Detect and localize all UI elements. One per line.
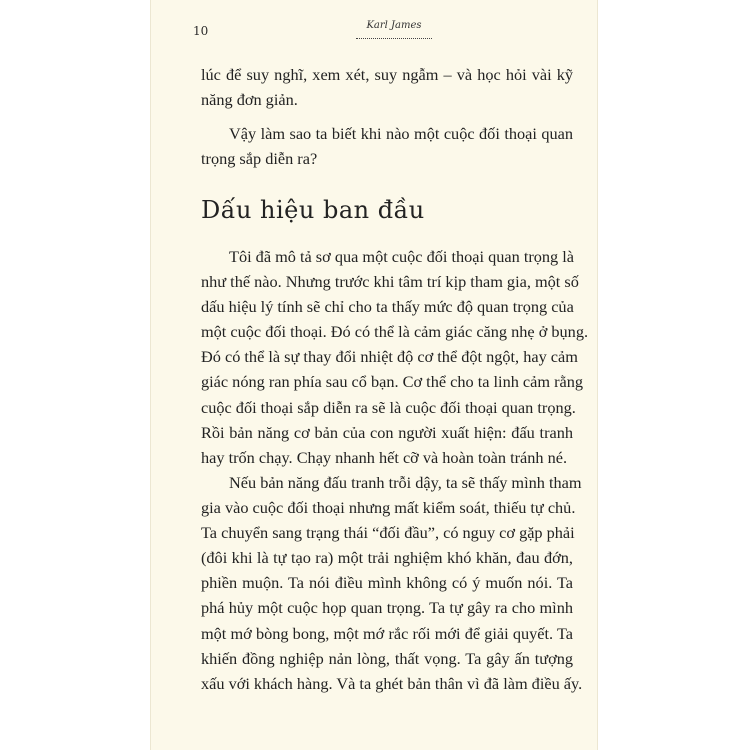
text-line: Đó có thể là sự thay đổi nhiệt độ cơ thể đột ngột, hay cảm xyxy=(201,347,578,367)
text-line: hay trốn chạy. Chạy nhanh hết cỡ và hoàn toàn tránh né. xyxy=(201,447,568,467)
running-head: Karl James xyxy=(366,20,422,31)
text-line: phiền muộn. Ta nói điều mình không có ý muốn nói. Ta xyxy=(201,573,573,593)
running-head-rule xyxy=(356,38,432,39)
text-line: một mớ bòng bong, một mớ rắc rối mới để giải quyết. Ta xyxy=(201,623,573,643)
paragraph-1 xyxy=(201,62,573,112)
text-line: lúc để suy nghĩ, xem xét, suy ngẫm – và học hỏi vài kỹ xyxy=(201,65,573,84)
text-line: Vậy làm sao ta biết khi nào một cuộc đối thoại quan xyxy=(229,124,573,143)
text-line: (đôi khi là tự tạo ra) một trải nghiệm khó khăn, đau đớn, xyxy=(201,548,573,568)
text-line: Tôi đã mô tả sơ qua một cuộc đối thoại quan trọng là xyxy=(229,247,575,266)
text-line: gia vào cuộc đối thoại nhưng mất kiểm soát, thiếu tự chủ. xyxy=(201,498,576,518)
section-heading: Dấu hiệu ban đầu xyxy=(201,196,425,224)
paragraph-3 xyxy=(201,244,589,470)
text-line: một cuộc đối thoại. Đó có thể là cảm giác căng nhẹ ở bụng. xyxy=(201,322,589,342)
text-line: cuộc đối thoại sắp diễn ra sẽ là cuộc đối thoại quan trọng. xyxy=(201,397,576,417)
text-line: Ta chuyển sang trạng thái “đối đầu”, có nguy cơ gặp phải xyxy=(201,523,575,543)
text-line: Rồi bản năng cơ bản của con người xuất hiện: đấu tranh xyxy=(201,422,573,442)
page-number: 10 xyxy=(193,24,209,38)
text-line: xấu với khách hàng. Và ta ghét bản thân vì đã làm điều ấy. xyxy=(201,673,583,693)
text-line: Nếu bản năng đấu tranh trỗi dậy, ta sẽ thấy mình tham xyxy=(229,473,582,492)
text-line: năng đơn giản. xyxy=(201,90,298,110)
text-line: trọng sắp diễn ra? xyxy=(201,149,318,169)
text-line: khiến đồng nghiệp nản lòng, thất vọng. Ta gây ấn tượng xyxy=(201,648,573,668)
text-line: giác nóng ran phía sau cổ bạn. Cơ thể cho ta linh cảm rằng xyxy=(201,372,584,392)
paragraph-2 xyxy=(201,121,573,171)
text-line: phá hủy một cuộc họp quan trọng. Ta tự gây ra cho mình xyxy=(201,598,573,618)
text-line: như thế nào. Nhưng trước khi tâm trí kịp tham gia, một số xyxy=(201,272,579,292)
paragraph-4 xyxy=(201,470,583,696)
text-line: dấu hiệu lý tính sẽ chỉ cho ta thấy mức độ quan trọng của xyxy=(201,297,574,317)
